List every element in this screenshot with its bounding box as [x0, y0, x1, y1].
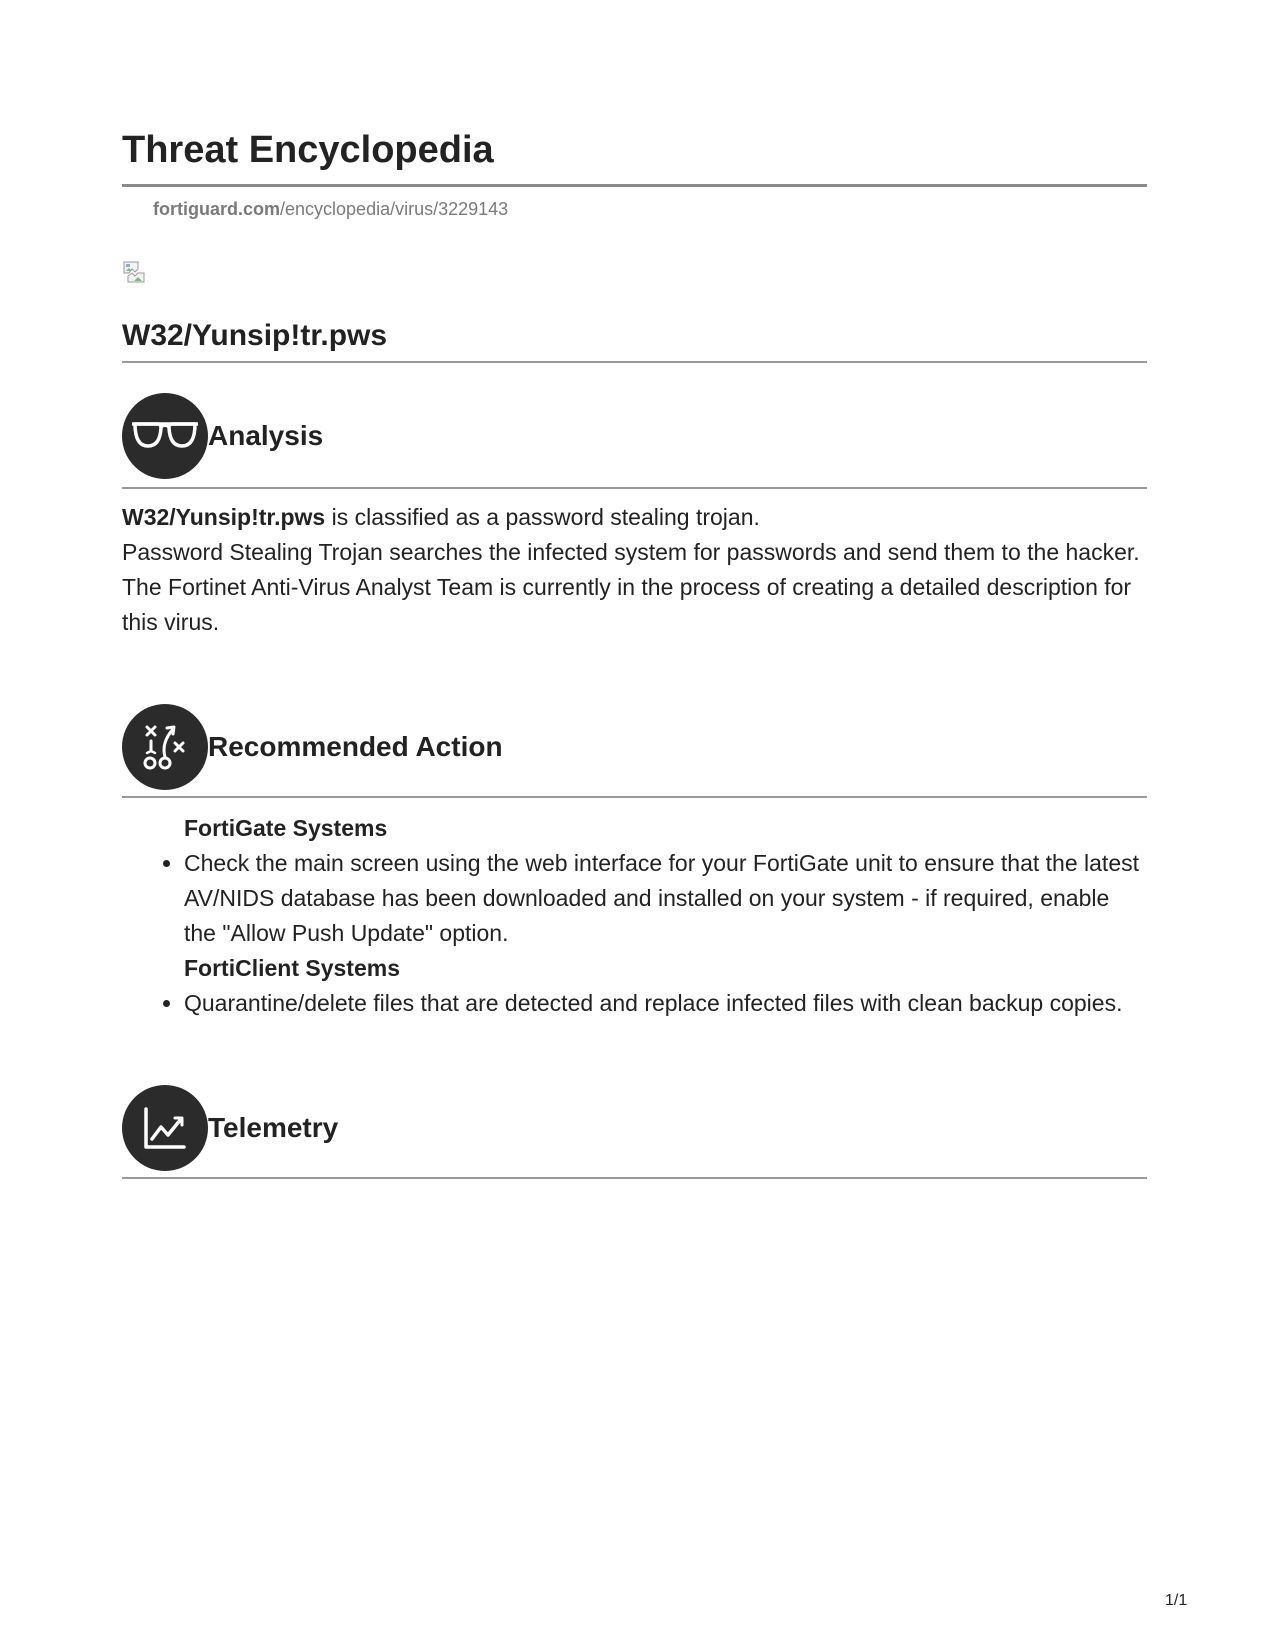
- fortigate-systems-title: FortiGate Systems: [184, 815, 388, 841]
- virus-name: W32/Yunsip!tr.pws: [122, 319, 388, 352]
- recommended-action-body: [122, 811, 1147, 1021]
- analysis-title: Analysis: [208, 420, 324, 451]
- page-number: 1/1: [1165, 1592, 1188, 1609]
- url-domain: fortiguard.com: [153, 199, 281, 219]
- analysis-heading: [122, 393, 323, 479]
- title-divider: [122, 184, 1147, 187]
- source-url[interactable]: [153, 198, 508, 220]
- line-chart-icon: [122, 1085, 208, 1171]
- analysis-line-3: The Fortinet Anti-Virus Analyst Team is currently in the process of creating a detailed description for this virus.: [122, 574, 1132, 635]
- analysis-body: [122, 500, 1147, 640]
- strategy-icon: [122, 704, 208, 790]
- recommended-action-divider: [122, 796, 1147, 798]
- telemetry-divider: [122, 1177, 1147, 1179]
- recommended-action-heading: [122, 704, 503, 790]
- virus-name-divider: [122, 361, 1147, 363]
- broken-image-icon: [122, 260, 146, 284]
- recommended-action-title: Recommended Action: [208, 731, 503, 762]
- page-title: Threat Encyclopedia: [122, 129, 494, 171]
- telemetry-title: Telemetry: [208, 1112, 339, 1143]
- telemetry-heading: [122, 1085, 338, 1171]
- fortigate-list: [122, 846, 1147, 951]
- fortigate-list-item: • Check the main screen using the web interface for your FortiGate unit to ensure that the latest AV/NIDS database has been downloaded and installed on your system - if required, enable the "Allow Push Update" option.: [184, 846, 1147, 951]
- analysis-line-2: Password Stealing Trojan searches the infected system for passwords and send them to the hacker.: [122, 539, 1140, 565]
- analysis-line-1: [122, 500, 1147, 535]
- url-path: /encyclopedia/virus/3229143: [280, 199, 509, 219]
- forticlient-list-item: • Quarantine/delete files that are detected and replace infected files with clean backup copies.: [184, 986, 1147, 1021]
- forticlient-list: [122, 986, 1147, 1021]
- glasses-icon: [122, 393, 208, 479]
- forticlient-systems-title: FortiClient Systems: [184, 955, 400, 981]
- analysis-divider: [122, 487, 1147, 489]
- analysis-virus-name: W32/Yunsip!tr.pws: [122, 504, 326, 530]
- analysis-line-1-rest: is classified as a password stealing trojan.: [325, 504, 760, 530]
